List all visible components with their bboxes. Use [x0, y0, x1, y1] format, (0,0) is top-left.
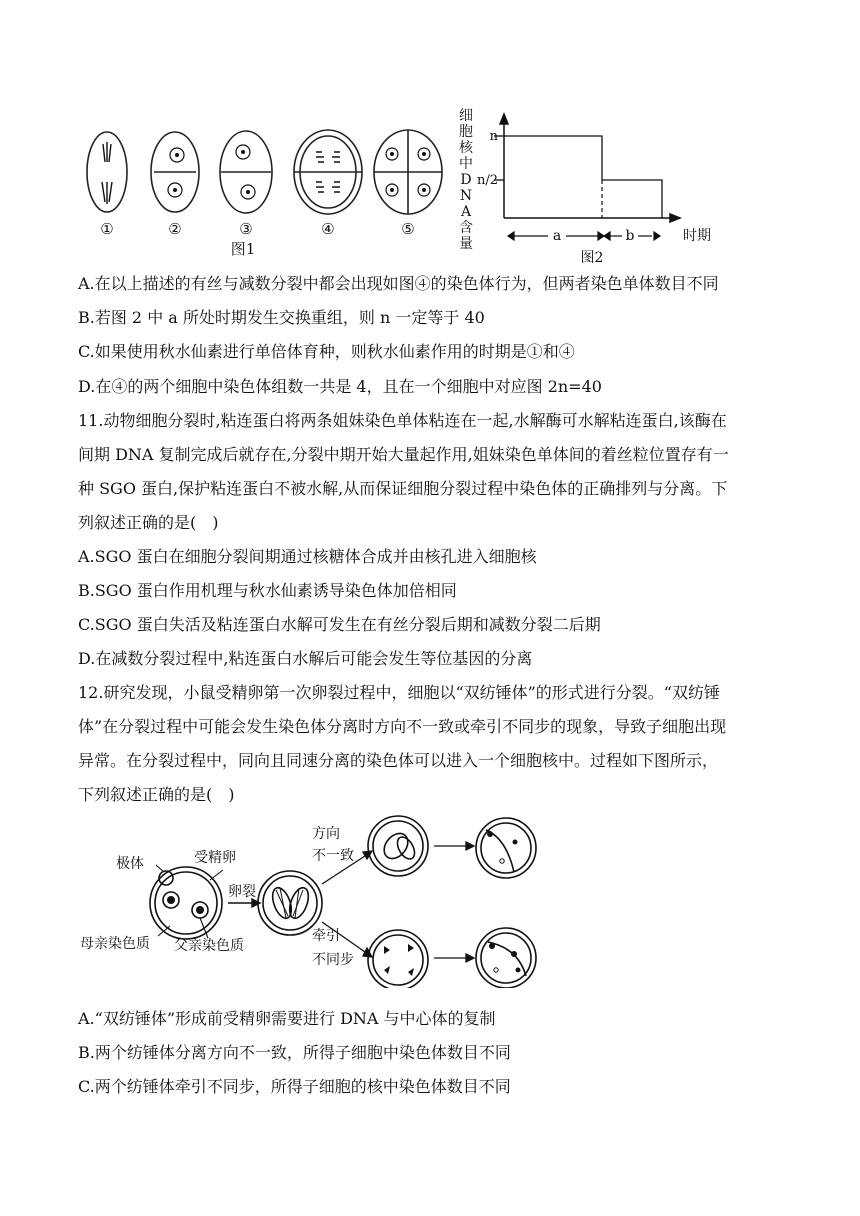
q11-option-c: C.SGO 蛋白失活及粘连蛋白水解可发生在有丝分裂后期和减数分裂二后期: [78, 615, 601, 634]
q12-option-c: C.两个纺锤体牵引不同步，所得子细胞的核中染色体数目不同: [78, 1077, 511, 1096]
q10-option-c: C.如果使用秋水仙素进行单倍体育种，则秋水仙素作用的时期是①和④: [78, 342, 575, 361]
q12-stem-line-4: 下列叙述正确的是( ): [78, 785, 235, 804]
figure-1: [78, 122, 458, 262]
label-direction-2: 不一致: [312, 848, 354, 864]
q11-option-d: D.在减数分裂过程中,粘连蛋白水解后可能会发生等位基因的分离: [78, 649, 533, 668]
dna-content-line: [504, 136, 662, 218]
figure-3: [78, 808, 558, 988]
label-direction-1: 方向: [312, 826, 340, 842]
label-traction-1: 牵引: [312, 928, 340, 944]
q11-option-b: B.SGO 蛋白作用机理与秋水仙素诱导染色体加倍相同: [78, 581, 457, 600]
y-axis-label-char: N: [459, 188, 473, 204]
figure-2: [452, 100, 727, 270]
cell-label-4: ④: [321, 220, 335, 238]
q11-stem-line-3: 种 SGO 蛋白,保护粘连蛋白不被水解,从而保证细胞分裂过程中染色体的正确排列与分离。下: [78, 479, 728, 498]
label-traction-2: 不同步: [312, 952, 354, 968]
figure-1-caption: 图1: [230, 240, 256, 258]
q12-stem-line-3: 异常。在分裂过程中，同向且同速分离的染色体可以进入一个细胞核中。过程如下图所示，: [78, 751, 719, 770]
y-axis-label-char: 中: [459, 156, 473, 172]
figure-2-caption: 图2: [580, 250, 604, 266]
x-axis-label: 时期: [683, 228, 711, 244]
q12-stem-line-1: 12.研究发现，小鼠受精卵第一次卵裂过程中，细胞以“双纺锤体”的形式进行分裂。“双纺锤: [78, 683, 720, 702]
y-tick-n: n: [489, 129, 498, 144]
traction-async-result-cell: [476, 928, 536, 988]
cell-label-1: ①: [100, 220, 114, 238]
label-cleavage: 卵裂: [228, 884, 256, 900]
y-axis-label-char: 含: [459, 220, 473, 236]
segment-a: a: [552, 228, 562, 244]
y-axis-label-char: 胞: [459, 124, 473, 140]
y-axis-label-char: 细: [459, 108, 473, 124]
y-tick-n-half: n/2: [476, 173, 498, 188]
cell-label-3: ③: [239, 220, 253, 238]
cell-label-2: ②: [168, 220, 182, 238]
q12-stem-line-2: 体”在分裂过程中可能会发生染色体分离时方向不一致或牵引不同步的现象，导致子细胞出现: [78, 717, 727, 736]
q11-stem-line-4: 列叙述正确的是( ): [78, 513, 219, 532]
y-axis-label-char: A: [460, 204, 472, 220]
label-zygote: 受精卵: [194, 850, 236, 866]
q11-stem-line-2: 间期 DNA 复制完成后就存在,分裂中期开始大量起作用,姐妹染色单体间的着丝粒位置存有一: [78, 445, 729, 464]
q12-option-a: A.“双纺锤体”形成前受精卵需要进行 DNA 与中心体的复制: [78, 1009, 496, 1028]
traction-async-cell: [368, 930, 428, 988]
y-axis-label-char: D: [460, 172, 472, 188]
y-axis-label-char: 核: [459, 140, 473, 156]
q11-stem-line-1: 11.动物细胞分裂时,粘连蛋白将两条姐妹染色单体粘连在一起,水解酶可水解粘连蛋白,该酶在: [78, 411, 727, 430]
q11-option-a: A.SGO 蛋白在细胞分裂间期通过核糖体合成并由核孔进入细胞核: [78, 547, 537, 566]
y-axis-label-char: 量: [459, 236, 473, 252]
q10-option-b: B.若图 2 中 a 所处时期发生交换重组，则 n 一定等于 40: [78, 308, 485, 327]
q12-option-b: B.两个纺锤体分离方向不一致，所得子细胞中染色体数目不同: [78, 1043, 511, 1062]
q10-option-d: D.在④的两个细胞中染色体组数一共是 4，且在一个细胞中对应图 2n=40: [78, 377, 602, 396]
label-maternal: 母亲染色质: [80, 936, 150, 952]
q10-option-a: A.在以上描述的有丝与减数分裂中都会出现如图④的染色体行为，但两者染色单体数目不同: [78, 274, 719, 293]
label-paternal: 父亲染色质: [174, 938, 244, 954]
label-polar-body: 极体: [116, 856, 144, 872]
cell-label-5: ⑤: [401, 220, 415, 238]
zygote-cell: [150, 867, 222, 939]
segment-b: b: [625, 228, 635, 244]
